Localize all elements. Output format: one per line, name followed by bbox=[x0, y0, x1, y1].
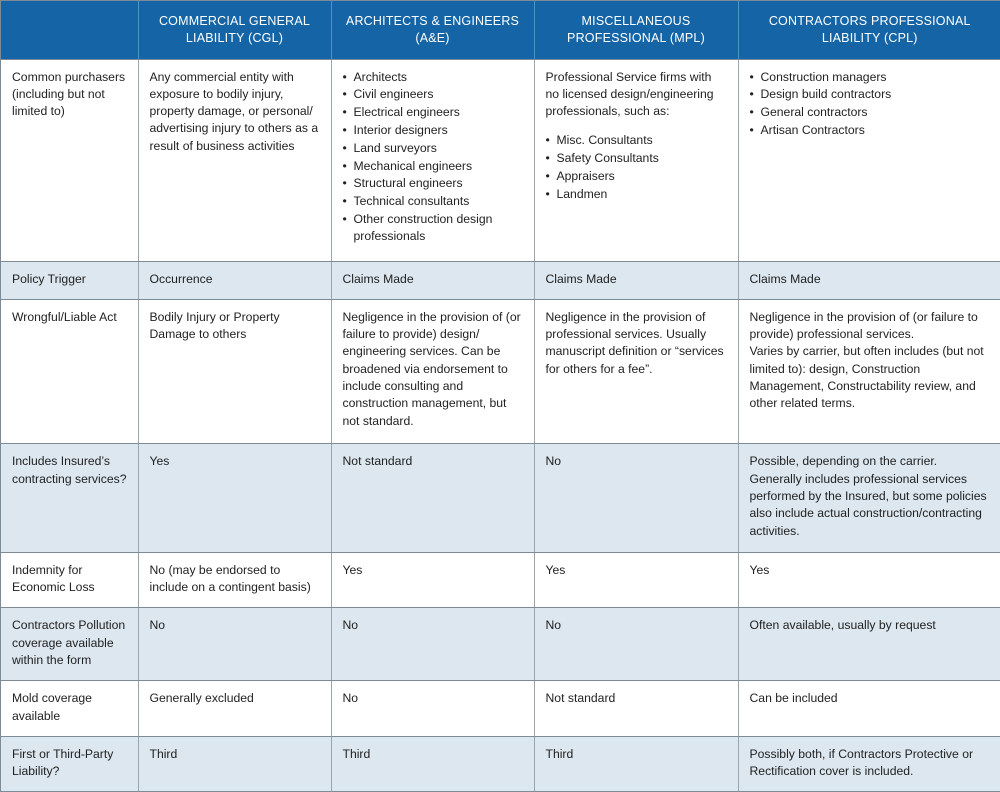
cell-mpl bbox=[534, 681, 738, 736]
cell-cpl bbox=[738, 262, 1000, 299]
cell-cpl bbox=[738, 681, 1000, 736]
bullet-item: • Civil engineers bbox=[343, 86, 524, 103]
cell-text: Any commercial entity with exposure to bodily injury, property damage, or personal/ advertising injury to others as a result of business activities bbox=[149, 69, 319, 153]
cell-mpl bbox=[534, 736, 738, 791]
cell-cpl bbox=[738, 608, 1000, 681]
cell-text: Generally excluded bbox=[149, 691, 254, 706]
bullet-item: • Construction managers bbox=[750, 69, 992, 86]
cell-mpl bbox=[534, 262, 738, 299]
bullet-item: • Artisan Contractors bbox=[750, 122, 992, 139]
header-cell-feature bbox=[1, 1, 138, 59]
header-cell-cgl: COMMERCIAL GENERAL LIABILITY (CGL) bbox=[138, 1, 331, 59]
bullet-item: • Safety Consultants bbox=[546, 150, 728, 167]
bullet-item: • Structural engineers bbox=[343, 175, 524, 192]
cell-cpl bbox=[738, 59, 1000, 262]
cell-text: Not standard bbox=[342, 454, 413, 469]
row-label: First or Third-Party Liability? bbox=[1, 736, 138, 791]
bullet-item: • Interior designers bbox=[343, 122, 524, 139]
header-cell-mpl: MISCELLANEOUS PROFESSIONAL (MPL) bbox=[534, 1, 738, 59]
cell-text: Can be included bbox=[749, 691, 838, 706]
bullet-item: • Technical consultants bbox=[343, 193, 524, 210]
cell-text: No bbox=[342, 618, 359, 633]
row-label: Wrongful/Liable Act bbox=[1, 299, 138, 444]
cell-cpl bbox=[738, 444, 1000, 553]
table-row bbox=[1, 59, 1000, 262]
insurance-comparison-table bbox=[1, 1, 1000, 791]
cell-text: Possible, depending on the carrier. Generally includes professional services performed by the Insured, but some policies also include actual construction/contracting activities. bbox=[749, 454, 987, 538]
cell-ae bbox=[331, 736, 534, 791]
cell-text: Third bbox=[342, 746, 371, 761]
bullet-item: • Other construction design professionals bbox=[343, 211, 524, 246]
table-row bbox=[1, 736, 1000, 791]
row-label: Indemnity for Economic Loss bbox=[1, 553, 138, 608]
table-row bbox=[1, 608, 1000, 681]
bullet-item: • Misc. Consultants bbox=[546, 132, 728, 149]
cell-text: Yes bbox=[342, 563, 363, 578]
bullet-item: • Landmen bbox=[546, 186, 728, 203]
cell-ae bbox=[331, 262, 534, 299]
cell-text: Third bbox=[149, 746, 178, 761]
table-row bbox=[1, 681, 1000, 736]
cell-text: Claims Made bbox=[342, 272, 414, 287]
cell-text: Yes bbox=[749, 563, 770, 578]
cell-text: No bbox=[149, 618, 166, 633]
bullet-item: • Land surveyors bbox=[343, 140, 524, 157]
cell-text: Not standard bbox=[545, 691, 616, 706]
cell-cgl bbox=[138, 299, 331, 444]
cell-text: Professional Service firms with no licensed design/engineering professionals, such as: bbox=[545, 69, 714, 119]
cell-cgl bbox=[138, 681, 331, 736]
bullet-item: • Electrical engineers bbox=[343, 104, 524, 121]
cell-ae bbox=[331, 59, 534, 262]
cell-text: Claims Made bbox=[545, 272, 617, 287]
cell-cgl bbox=[138, 262, 331, 299]
row-label: Contractors Pollution coverage available within the form bbox=[1, 608, 138, 681]
cell-text: Negligence in the provision of (or failure to provide) design/ engineering services. Can be broadened via endorsement to include consulting and construction management, but not standard. bbox=[342, 309, 521, 428]
bullet-item: • General contractors bbox=[750, 104, 992, 121]
cell-ae bbox=[331, 608, 534, 681]
bullet-item: • Appraisers bbox=[546, 168, 728, 185]
cell-text: Negligence in the provision of (or failure to provide) professional services. Varies by carrier, but often includes (but not limited to): design, Construction Management, Constructability review, and other related terms. bbox=[749, 309, 984, 411]
table-row bbox=[1, 299, 1000, 444]
cell-cpl bbox=[738, 299, 1000, 444]
header-cell-ae: ARCHITECTS & ENGINEERS (A&E) bbox=[331, 1, 534, 59]
table-row bbox=[1, 262, 1000, 299]
cell-ae bbox=[331, 681, 534, 736]
cell-mpl bbox=[534, 299, 738, 444]
cell-cgl bbox=[138, 444, 331, 553]
cell-mpl bbox=[534, 444, 738, 553]
cell-text: Third bbox=[545, 746, 574, 761]
cell-text: No bbox=[545, 618, 562, 633]
cell-ae bbox=[331, 444, 534, 553]
cell-text: Occurrence bbox=[149, 272, 213, 287]
bullet-item: • Design build contractors bbox=[750, 86, 992, 103]
header-row bbox=[1, 1, 1000, 59]
cell-ae bbox=[331, 553, 534, 608]
cell-text: Claims Made bbox=[749, 272, 821, 287]
bullet-item: • Mechanical engineers bbox=[343, 158, 524, 175]
cell-text: Yes bbox=[149, 454, 170, 469]
cell-spacer bbox=[546, 120, 728, 132]
cell-text: No bbox=[342, 691, 359, 706]
cell-cpl bbox=[738, 736, 1000, 791]
table-row bbox=[1, 553, 1000, 608]
cell-cgl bbox=[138, 553, 331, 608]
cell-ae bbox=[331, 299, 534, 444]
cell-text: Negligence in the provision of professional services. Usually manuscript definition or “services for others for a fee”. bbox=[545, 309, 724, 376]
table-header bbox=[1, 1, 1000, 59]
cell-cgl bbox=[138, 736, 331, 791]
table-body bbox=[1, 59, 1000, 791]
cell-text: No (may be endorsed to include on a contingent basis) bbox=[149, 563, 311, 595]
cell-cgl bbox=[138, 59, 331, 262]
cell-text: Bodily Injury or Property Damage to others bbox=[149, 309, 280, 341]
cell-cpl bbox=[738, 553, 1000, 608]
cell-cgl bbox=[138, 608, 331, 681]
header-cell-cpl: CONTRACTORS PROFESSIONAL LIABILITY (CPL) bbox=[738, 1, 1000, 59]
row-label: Includes Insured’s contracting services? bbox=[1, 444, 138, 553]
bullet-list bbox=[343, 69, 524, 246]
bullet-item: • Architects bbox=[343, 69, 524, 86]
cell-text: Often available, usually by request bbox=[749, 618, 936, 633]
bullet-list bbox=[750, 69, 992, 140]
cell-text: No bbox=[545, 454, 562, 469]
row-label: Common purchasers (including but not limited to) bbox=[1, 59, 138, 262]
cell-text: Possibly both, if Contractors Protective or Rectification cover is included. bbox=[749, 746, 974, 778]
row-label: Policy Trigger bbox=[1, 262, 138, 299]
cell-text: Yes bbox=[545, 563, 566, 578]
cell-mpl bbox=[534, 59, 738, 262]
cell-mpl bbox=[534, 608, 738, 681]
row-label: Mold coverage available bbox=[1, 681, 138, 736]
cell-mpl bbox=[534, 553, 738, 608]
table-row bbox=[1, 444, 1000, 553]
bullet-list bbox=[546, 132, 728, 203]
